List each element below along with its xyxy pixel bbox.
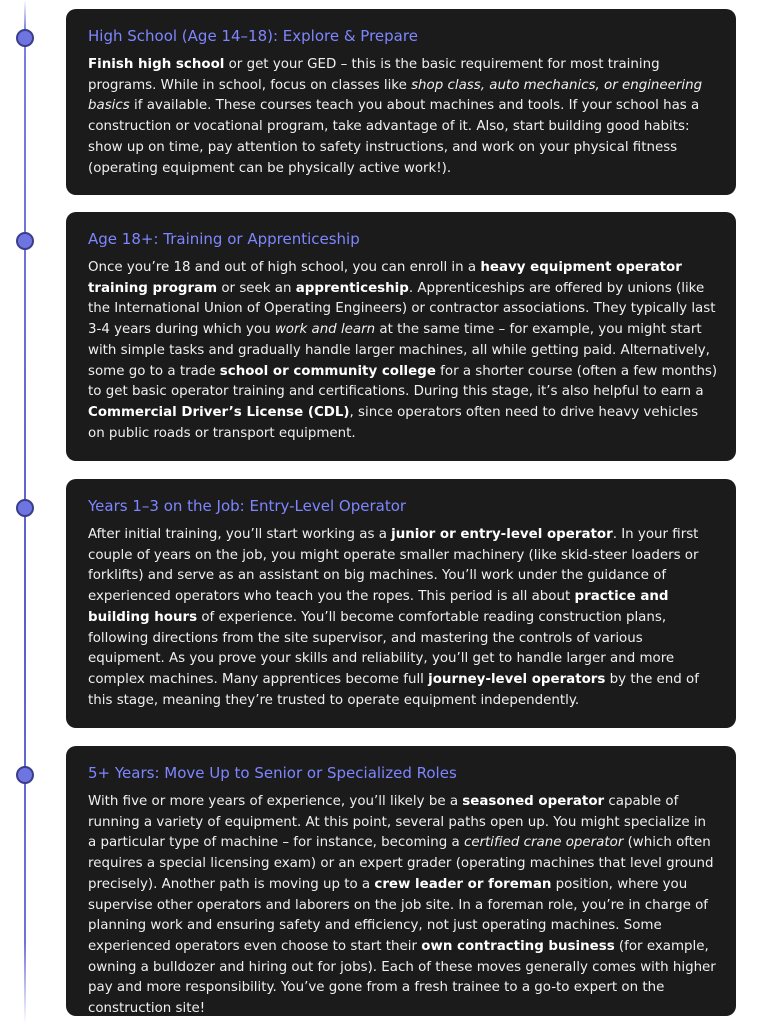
emphasis-italic: shop class, auto mechanics, or engineering basics — [88, 77, 703, 114]
emphasis-bold: school or community college — [219, 363, 436, 379]
stage-title: Age 18+: Training or Apprenticeship — [88, 230, 360, 248]
emphasis-bold: Finish high school — [88, 57, 225, 72]
emphasis-bold: apprenticeship — [295, 280, 409, 296]
emphasis-italic: work and learn — [274, 322, 376, 338]
emphasis-bold: crew leader or foreman — [374, 876, 552, 892]
stage-card — [66, 9, 736, 195]
body-text: or get your GED – this is the basic requirement for most training programs. While in school, focus on classes like — [88, 57, 660, 93]
emphasis-bold: own contracting business — [421, 938, 615, 954]
body-text: position, where you supervise other operators and laborers on the job site. In a foreman role, you’re in charge of planning work and ensuring safety and efficiency, not just operating machines. Some experienced operators even choose to start their — [88, 876, 709, 954]
emphasis-bold: junior or entry-level operator — [391, 527, 613, 542]
body-text: by the end of this stage, meaning they’re trusted to operate equipment independently. — [88, 671, 699, 708]
emphasis-bold: seasoned operator — [462, 794, 605, 809]
body-text: at the same time – for example, you might start with simple tasks and gradually handle larger machines, all while getting paid. Alternatively, some go to a trade — [88, 322, 710, 379]
body-text: . In your first couple of years on the job, you might operate smaller machinery (like skid-steer loaders or forklifts) and serve as an assistant on big machines. You’ll work under the guidance of experienced operators who teach you the ropes. This period is all about — [88, 527, 699, 605]
body-text: capable of running a variety of equipment. At this point, several paths open up. You might specialize in a particular type of machine – for instance, becoming a — [88, 794, 707, 851]
stage-card — [66, 479, 736, 728]
stage-body — [88, 55, 718, 179]
stage-card — [66, 746, 736, 1016]
stage-card — [66, 212, 736, 461]
body-text: (which often requires a special licensing exam) or an expert grader (operating machines that level ground precisely). Another path is moving up to a — [88, 835, 714, 892]
timeline-dot — [16, 232, 34, 250]
stage-title: High School (Age 14–18): Explore & Prepare — [88, 27, 418, 45]
emphasis-italic: certified crane operator — [463, 835, 624, 851]
body-text: or seek an — [217, 280, 296, 296]
emphasis-bold: heavy equipment operator training program — [88, 260, 682, 296]
stage-body — [88, 525, 718, 711]
stage-body — [88, 258, 718, 444]
timeline-dot — [16, 499, 34, 517]
body-text: . Apprenticeships are offered by unions (like the International Union of Operating Engineers) or contractor associations. They typically last 3-4 years during which you — [88, 280, 716, 338]
body-text: , since operators often need to drive heavy vehicles on public roads or transport equipment. — [88, 404, 699, 441]
emphasis-bold: practice and building hours — [88, 589, 669, 625]
body-text: if available. These courses teach you about machines and tools. If your school has a construction or vocational program, take advantage of it. Also, start building good habits: show up on time, pay attention to safety instructions, and work on your physical fitness (operating equipment can be physically active work!). — [88, 98, 700, 176]
body-text: After initial training, you’ll start working as a — [88, 527, 392, 542]
stage-title: 5+ Years: Move Up to Senior or Specialized Roles — [88, 764, 457, 782]
stage-body — [88, 792, 718, 1020]
timeline-dot — [16, 29, 34, 47]
body-text: (for example, owning a bulldozer and hiring out for jobs). Each of these moves generally comes with higher pay and more responsibility. You’ve gone from a fresh trainee to a go-to expert on the construction site! — [88, 938, 716, 1017]
body-text: for a shorter course (often a few months) to get basic operator training and certifications. During this stage, it’s also helpful to earn a — [88, 363, 718, 400]
timeline-dot — [16, 766, 34, 784]
body-text: of experience. You’ll become comfortable reading construction plans, following directions from the site supervisor, and mastering the controls of various equipment. As you prove your skills and reliability, you’ll get to handle larger and more complex machines. Many apprentices become full — [88, 609, 675, 687]
body-text: With five or more years of experience, you’ll likely be a — [88, 794, 463, 809]
emphasis-bold: Commercial Driver’s License (CDL) — [88, 404, 350, 420]
stage-title: Years 1–3 on the Job: Entry-Level Operator — [88, 497, 407, 515]
emphasis-bold: journey-level operators — [428, 671, 606, 687]
body-text: Once you’re 18 and out of high school, you can enroll in a — [88, 260, 481, 275]
